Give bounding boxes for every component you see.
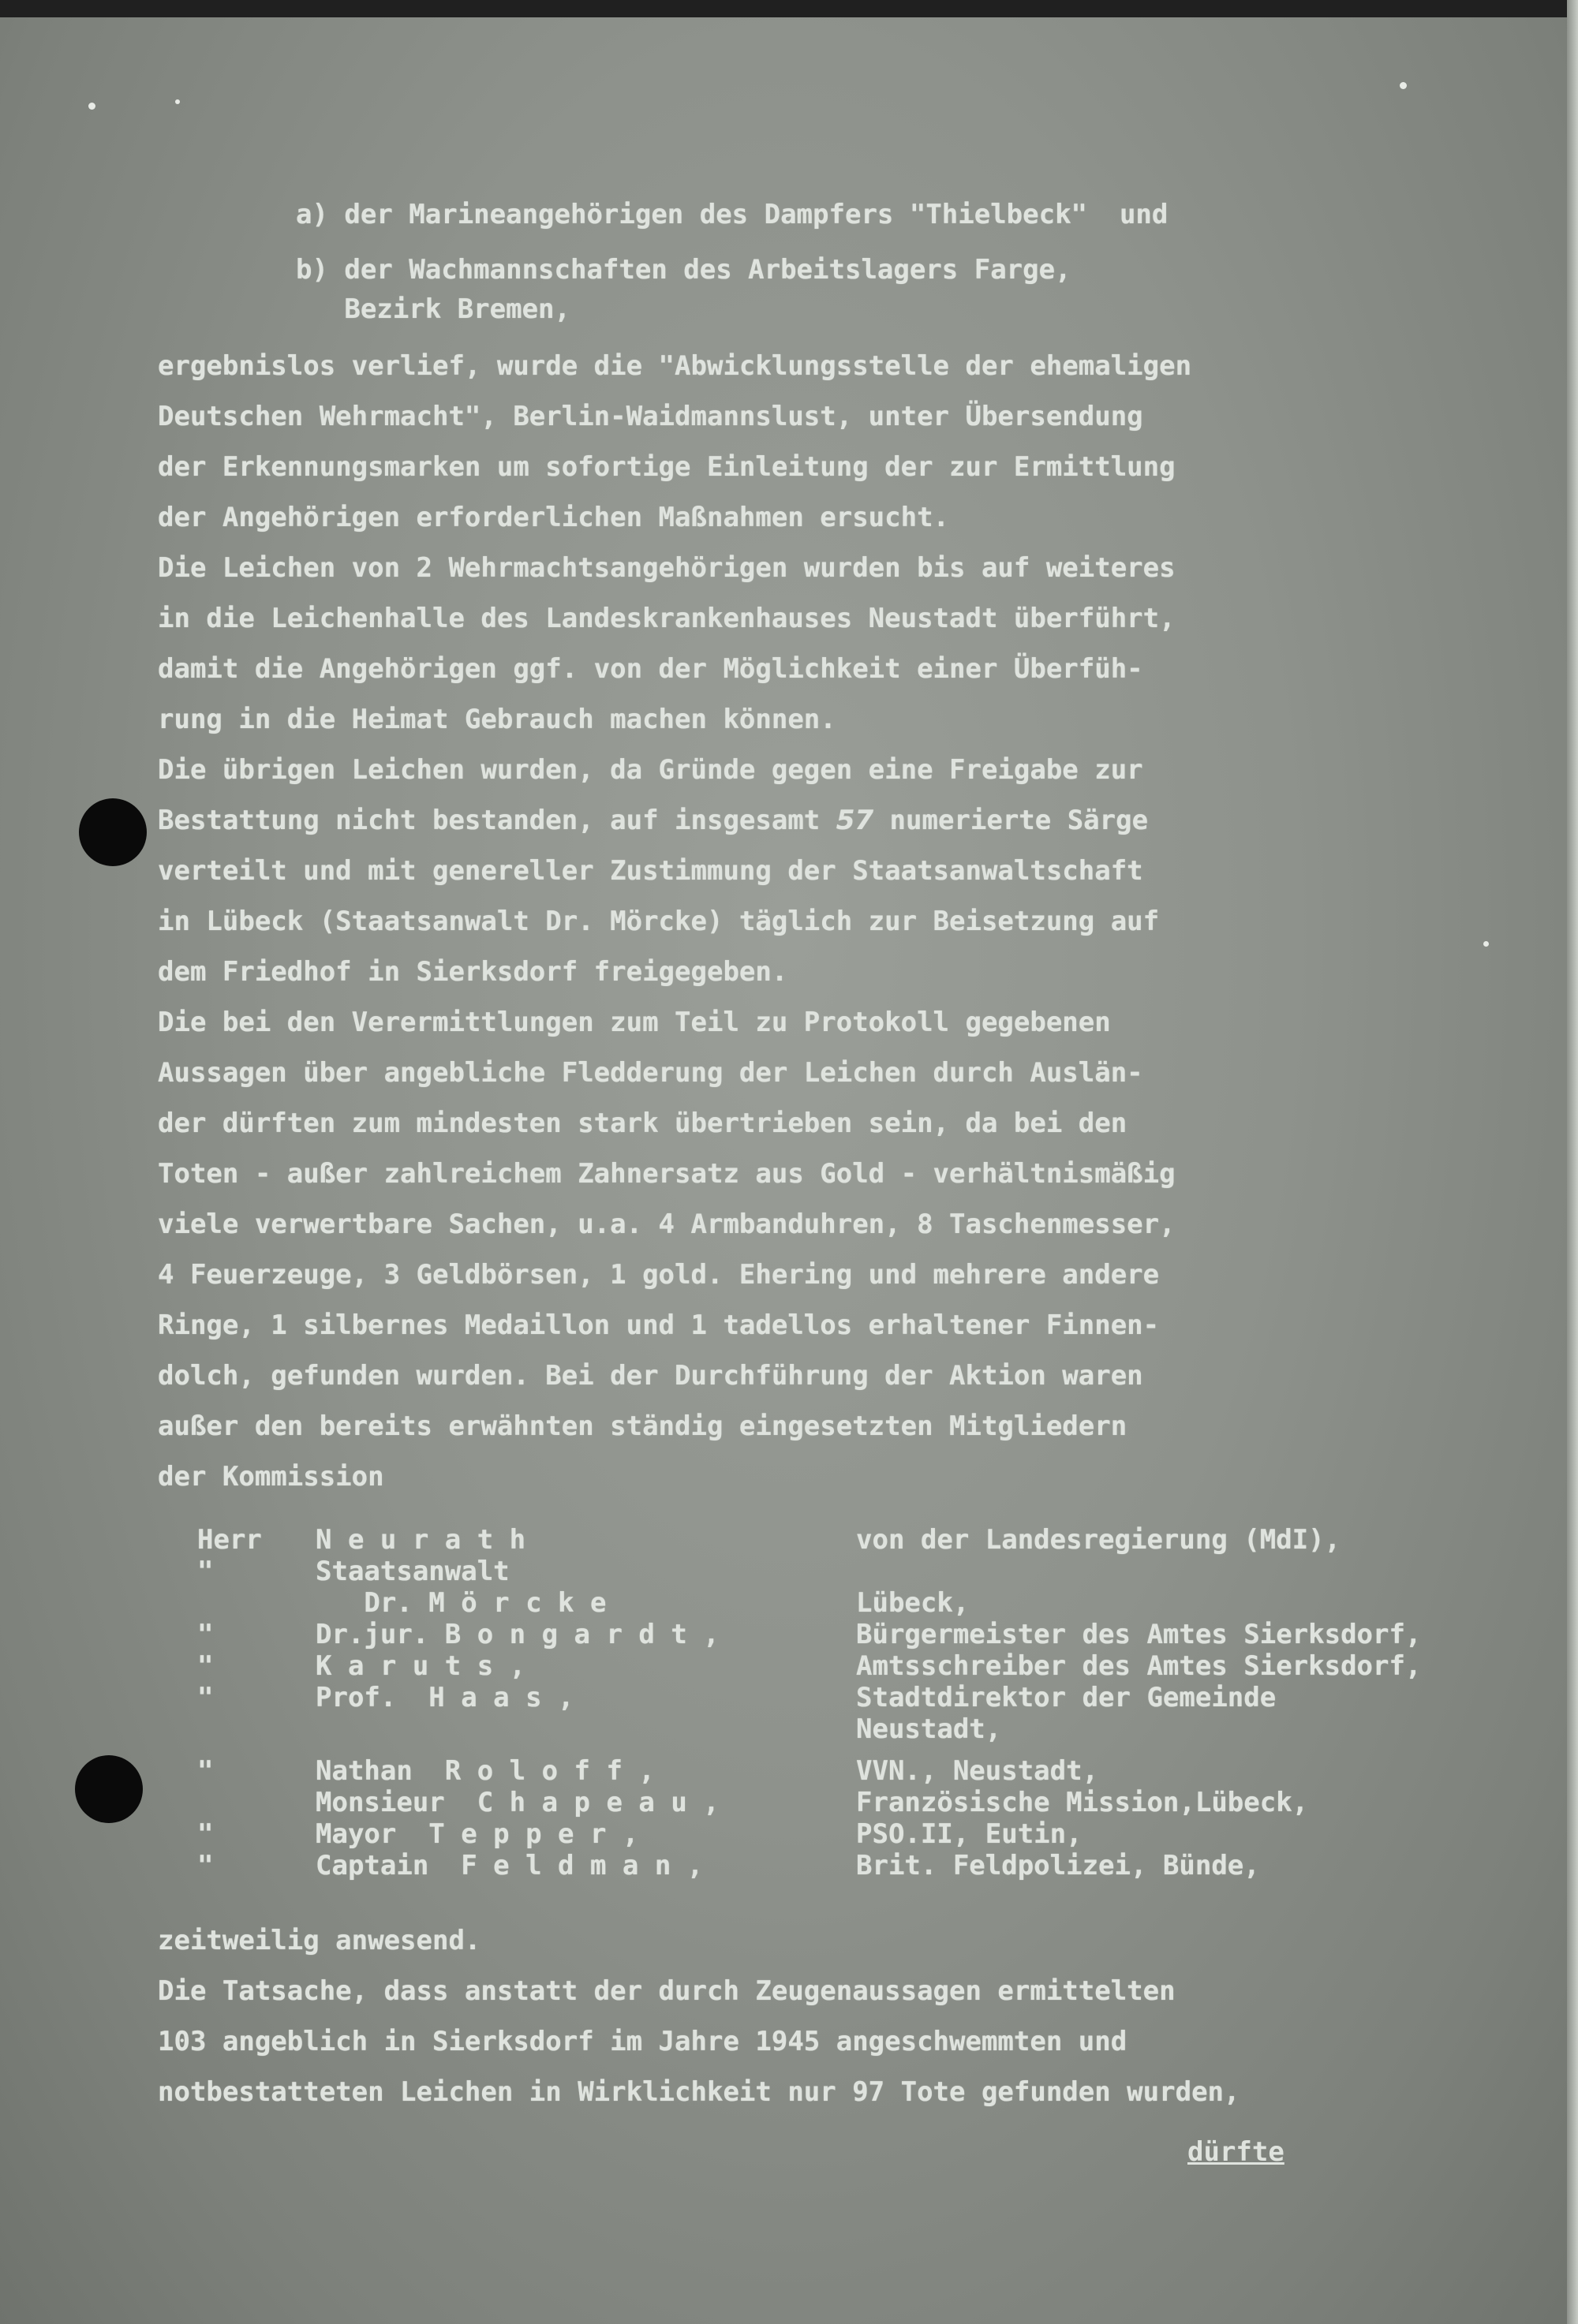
body-line: zeitweilig anwesend. bbox=[158, 1925, 481, 1956]
roster-org: Stadtdirektor der Gemeinde bbox=[856, 1682, 1277, 1713]
list-item-b: b) der Wachmannschaften des Arbeitslagers Farge, bbox=[296, 254, 1071, 286]
body-line: viele verwertbare Sachen, u.a. 4 Armbanduhren, 8 Taschenmesser, bbox=[158, 1209, 1176, 1240]
roster-title: " bbox=[197, 1682, 214, 1713]
body-line: außer den bereits erwähnten ständig eingesetzten Mitgliedern bbox=[158, 1410, 1127, 1442]
roster-title: " bbox=[197, 1755, 214, 1787]
body-line: Die Leichen von 2 Wehrmachtsangehörigen wurden bis auf weiteres bbox=[158, 552, 1176, 584]
body-line: dolch, gefunden wurden. Bei der Durchführung der Aktion waren bbox=[158, 1360, 1143, 1392]
roster-org: von der Landesregierung (MdI), bbox=[856, 1524, 1341, 1556]
roster-title: " bbox=[197, 1818, 214, 1850]
dust-speck bbox=[175, 99, 180, 104]
dust-speck bbox=[1400, 82, 1407, 89]
body-line: verteilt und mit genereller Zustimmung der Staatsanwaltschaft bbox=[158, 855, 1143, 887]
roster-title: Herr bbox=[197, 1524, 262, 1556]
roster-org: Bürgermeister des Amtes Sierksdorf, bbox=[856, 1619, 1422, 1650]
body-line: ergebnislos verlief, wurde die "Abwicklungsstelle der ehemaligen bbox=[158, 350, 1192, 382]
roster-org: Lübeck, bbox=[856, 1587, 970, 1619]
roster-org: Französische Mission,Lübeck, bbox=[856, 1787, 1309, 1818]
body-line: in die Leichenhalle des Landeskrankenhauses Neustadt überführt, bbox=[158, 603, 1176, 634]
roster-name: Staatsanwalt bbox=[316, 1556, 510, 1587]
roster-title: " bbox=[197, 1556, 214, 1587]
body-line: Die übrigen Leichen wurden, da Gründe gegen eine Freigabe zur bbox=[158, 754, 1143, 786]
body-line: rung in die Heimat Gebrauch machen können. bbox=[158, 704, 836, 735]
handwritten-coffin-count: 57 bbox=[836, 805, 874, 836]
roster-title: " bbox=[197, 1619, 214, 1650]
body-line: dem Friedhof in Sierksdorf freigegeben. bbox=[158, 956, 788, 988]
body-line: 4 Feuerzeuge, 3 Geldbörsen, 1 gold. Ehering und mehrere andere bbox=[158, 1259, 1160, 1291]
list-item-a: a) der Marineangehörigen des Dampfers "Thielbeck" und bbox=[296, 199, 1169, 230]
dust-speck bbox=[1483, 941, 1489, 947]
coffin-line-before: Bestattung nicht bestanden, auf insgesamt bbox=[158, 805, 836, 836]
body-line: in Lübeck (Staatsanwalt Dr. Mörcke) täglich zur Beisetzung auf bbox=[158, 906, 1160, 937]
scan-right-edge bbox=[1567, 0, 1578, 2324]
roster-name: Dr.jur. B o n g a r d t , bbox=[316, 1619, 720, 1650]
roster-name: K a r u t s , bbox=[316, 1650, 526, 1682]
body-line: der Angehörigen erforderlichen Maßnahmen ersucht. bbox=[158, 502, 950, 533]
body-line-coffins bbox=[158, 795, 1148, 846]
roster-name: N e u r a t h bbox=[316, 1524, 526, 1556]
punch-hole-upper bbox=[79, 798, 147, 866]
roster-name: Mayor T e p p e r , bbox=[316, 1818, 639, 1850]
body-line: Aussagen über angebliche Fledderung der Leichen durch Auslän- bbox=[158, 1057, 1143, 1089]
roster-name: Nathan R o l o f f , bbox=[316, 1755, 655, 1787]
roster-title: " bbox=[197, 1650, 214, 1682]
scan-top-border bbox=[0, 0, 1578, 17]
roster-org: Amtsschreiber des Amtes Sierksdorf, bbox=[856, 1650, 1422, 1682]
roster-name: Captain F e l d m a n , bbox=[316, 1850, 704, 1881]
body-line: Toten - außer zahlreichem Zahnersatz aus Gold - verhältnismäßig bbox=[158, 1158, 1176, 1190]
body-line: Deutschen Wehrmacht", Berlin-Waidmannslust, unter Übersendung bbox=[158, 401, 1143, 432]
body-line: der Erkennungsmarken um sofortige Einleitung der zur Ermittlung bbox=[158, 451, 1176, 483]
roster-org: PSO.II, Eutin, bbox=[856, 1818, 1083, 1850]
roster-org: Neustadt, bbox=[856, 1713, 1002, 1745]
roster-name: Prof. H a a s , bbox=[316, 1682, 574, 1713]
roster-org: VVN., Neustadt, bbox=[856, 1755, 1099, 1787]
roster-name: Monsieur C h a p e a u , bbox=[316, 1787, 720, 1818]
body-line: der dürften zum mindesten stark übertrieben sein, da bei den bbox=[158, 1108, 1127, 1139]
body-line: Die bei den Verermittlungen zum Teil zu Protokoll gegebenen bbox=[158, 1007, 1111, 1038]
body-line: 103 angeblich in Sierksdorf im Jahre 1945 angeschwemmten und bbox=[158, 2026, 1127, 2057]
body-line: Die Tatsache, dass anstatt der durch Zeugenaussagen ermittelten bbox=[158, 1975, 1176, 2007]
coffin-line-after: numerierte Särge bbox=[873, 805, 1149, 836]
body-line: notbestatteten Leichen in Wirklichkeit nur 97 Tote gefunden wurden, bbox=[158, 2076, 1240, 2108]
dust-speck bbox=[88, 103, 95, 110]
roster-org: Brit. Feldpolizei, Bünde, bbox=[856, 1850, 1260, 1881]
body-line: Ringe, 1 silbernes Medaillon und 1 tadellos erhaltener Finnen- bbox=[158, 1310, 1160, 1341]
body-line: damit die Angehörigen ggf. von der Möglichkeit einer Überfüh- bbox=[158, 653, 1143, 685]
roster-title: " bbox=[197, 1850, 214, 1881]
page-continuation-word: dürfte bbox=[1187, 2136, 1284, 2168]
punch-hole-lower bbox=[75, 1755, 143, 1823]
list-item-b-continued: Bezirk Bremen, bbox=[296, 293, 570, 325]
body-line: der Kommission bbox=[158, 1461, 384, 1493]
roster-name: Dr. M ö r c k e bbox=[316, 1587, 607, 1619]
